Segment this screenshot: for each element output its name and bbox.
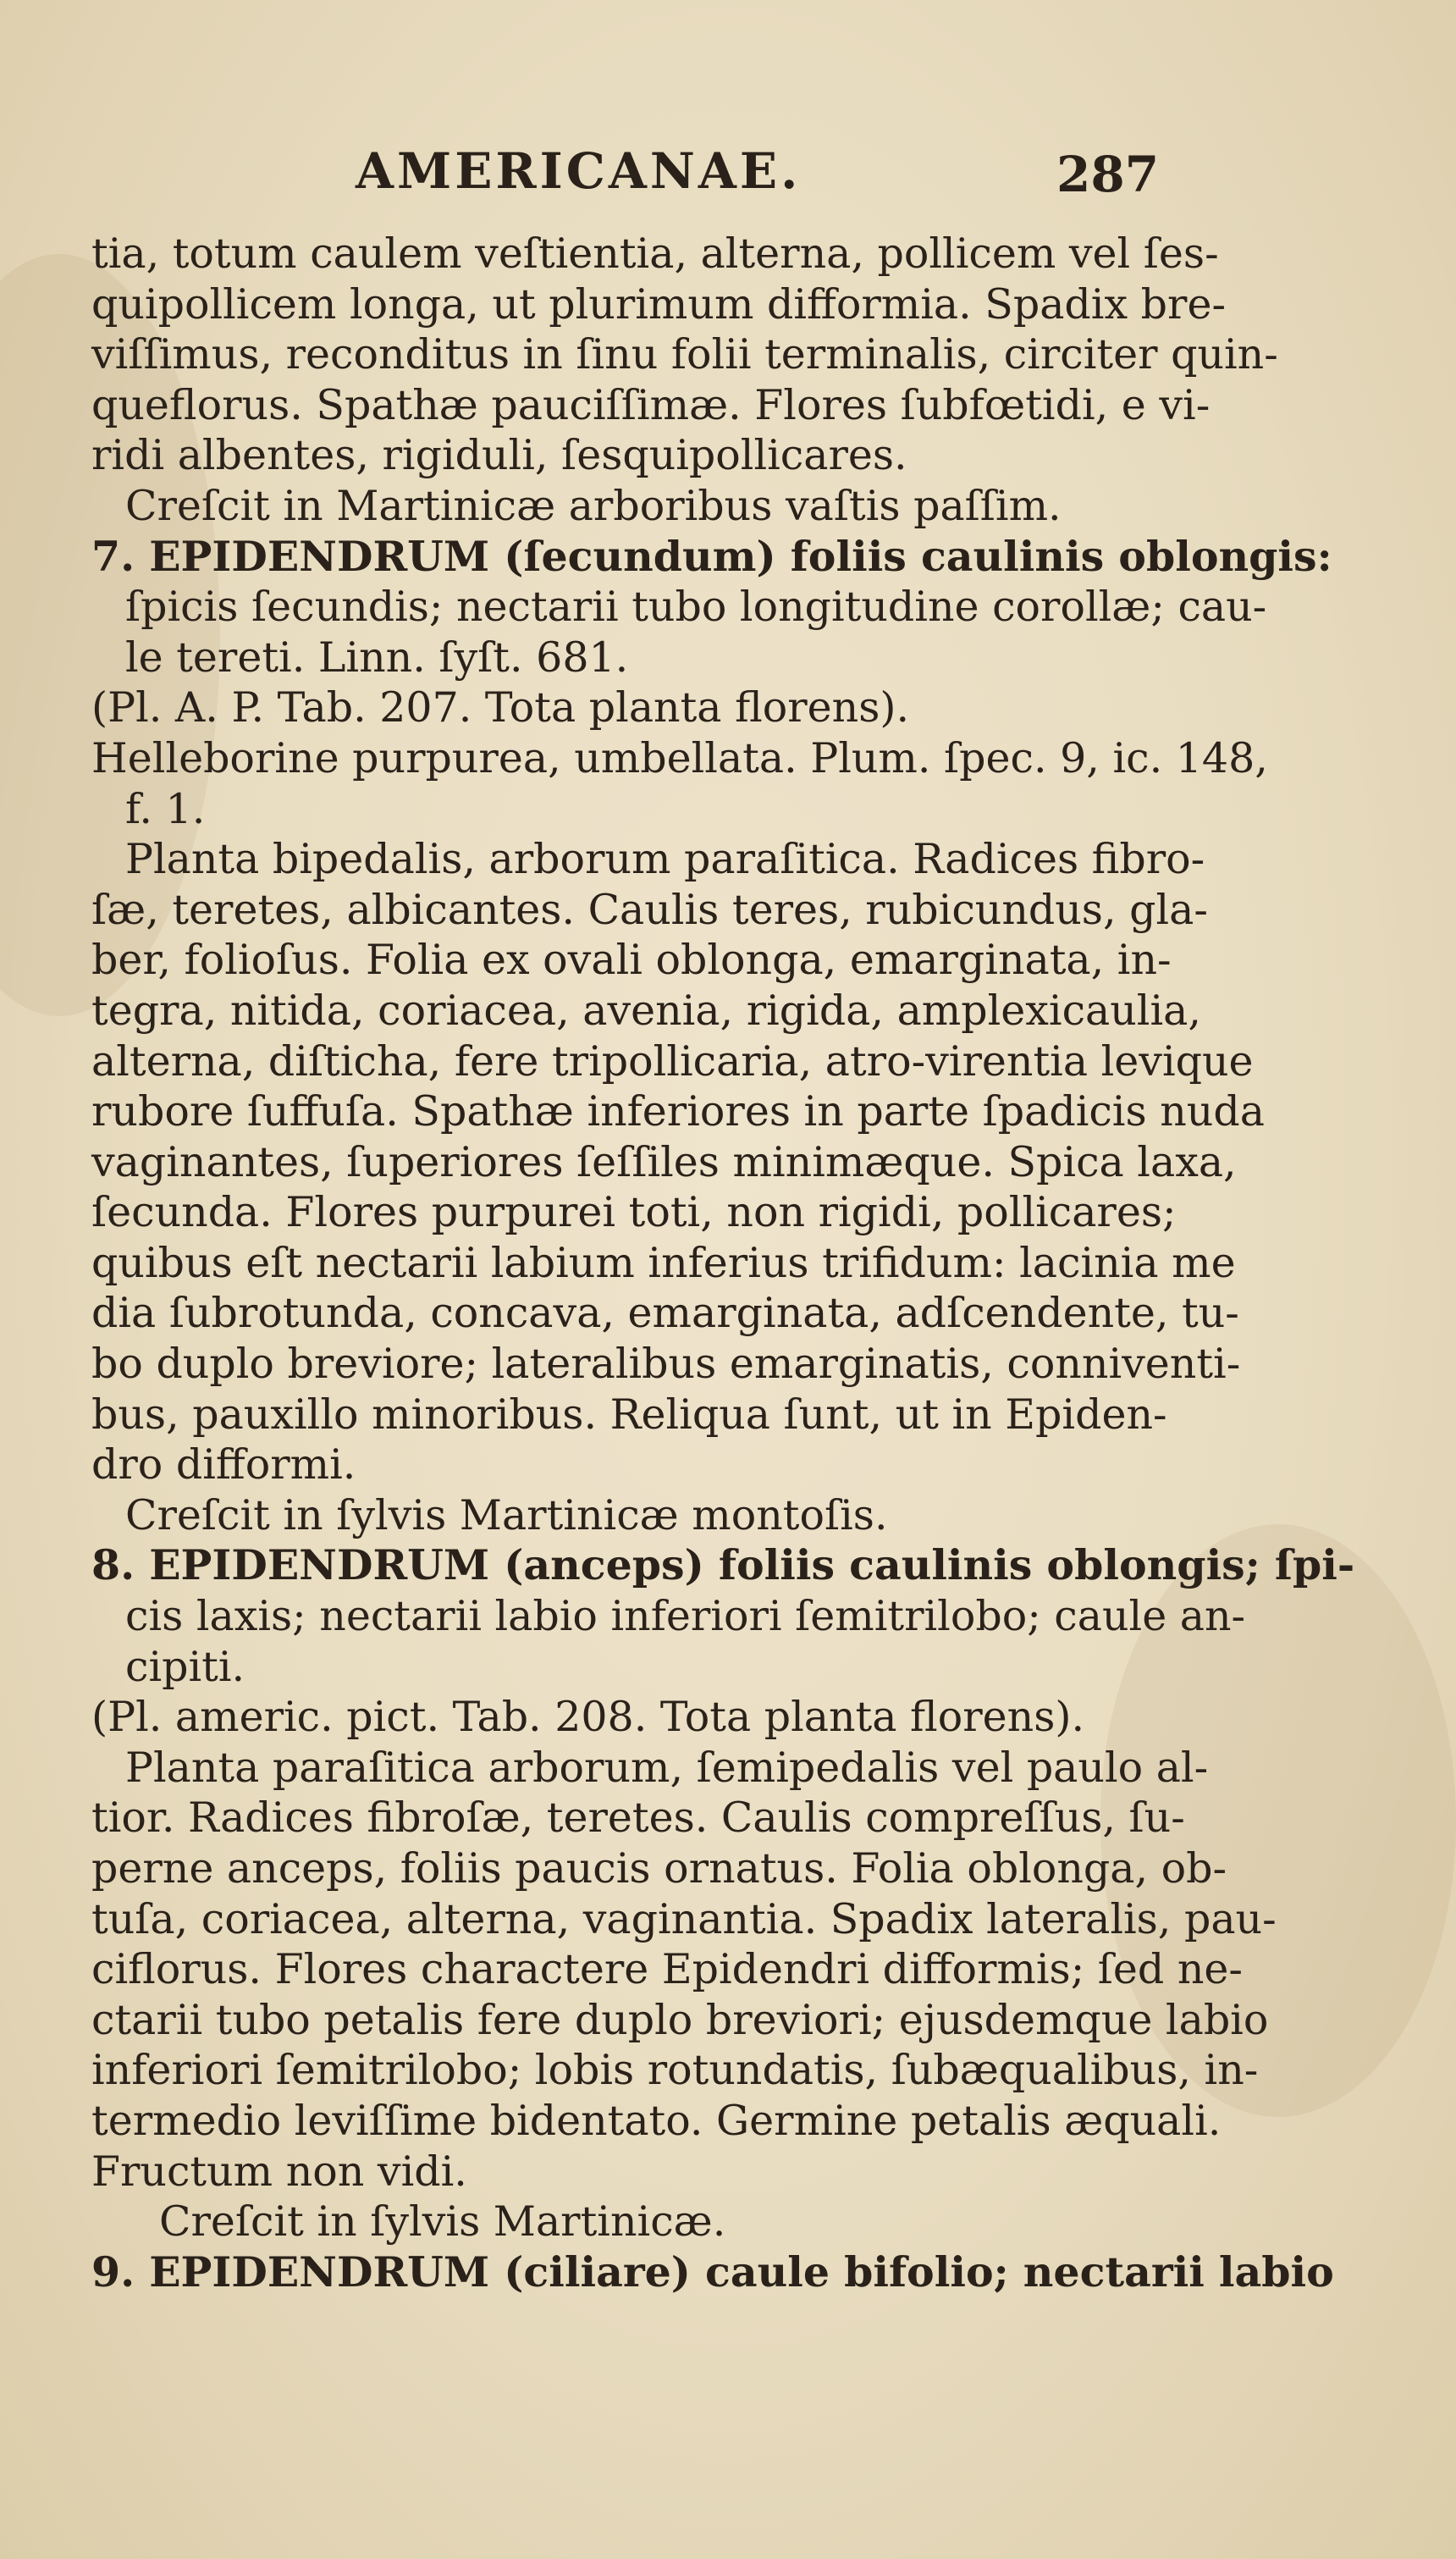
text-line: le tereti. Linn. ſyſt. 681. — [125, 633, 629, 682]
page-number: 287 — [1056, 146, 1160, 203]
text-line: (Pl. A. P. Tab. 207. Tota planta florens). — [91, 683, 910, 732]
text-line: dro difformi. — [91, 1440, 356, 1490]
text-line: f. 1. — [125, 784, 206, 833]
text-line: ridi albentes, rigiduli, ſesquipollicares. — [91, 431, 907, 480]
text-line: queflorus. Spathæ pauciſſimæ. Flores ſubfœtidi, e vi- — [91, 380, 1211, 429]
text-line: viſſimus, reconditus in ſinu folii terminalis, circiter quin- — [91, 330, 1278, 379]
text-line: termedio leviſſime bidentato. Germine petalis æquali. — [91, 2096, 1222, 2145]
text-line: Creſcit in ſylvis Martinicæ. — [159, 2197, 726, 2247]
text-line: bus, pauxillo minoribus. Reliqua ſunt, ut in Epiden- — [91, 1390, 1167, 1439]
text-line: tior. Radices fibroſæ, teretes. Caulis compreſſus, ſu- — [91, 1794, 1185, 1843]
text-line: alterna, diſticha, fere tripollicaria, atro-virentia levique — [91, 1036, 1254, 1086]
text-line: dia ſubrotunda, concava, emarginata, adſcendente, tu- — [91, 1289, 1239, 1338]
text-line: bo duplo breviore; lateralibus emarginatis, conniventi- — [91, 1340, 1241, 1389]
text-line: ciflorus. Flores charactere Epidendri difformis; ſed ne- — [91, 1945, 1243, 1994]
species-heading: 8. EPIDENDRUM (anceps) foliis caulinis oblongis; ſpi- — [91, 1540, 1355, 1590]
species-heading: 7. EPIDENDRUM (ſecundum) foliis caulinis oblongis: — [91, 531, 1332, 581]
running-head: AMERICANAE. — [356, 142, 802, 200]
text-line: tuſa, coriacea, alterna, vaginantia. Spadix lateralis, pau- — [91, 1894, 1277, 1943]
text-line: ſpicis ſecundis; nectarii tubo longitudine corollæ; cau- — [125, 583, 1267, 632]
text-line: Creſcit in Martinicæ arboribus vaſtis paſſim. — [125, 481, 1062, 530]
text-line: ber, folioſus. Folia ex ovali oblonga, emarginata, in- — [91, 936, 1172, 985]
text-line: Planta paraſitica arborum, ſemipedalis vel paulo al- — [125, 1743, 1209, 1792]
text-line: ſæ, teretes, albicantes. Caulis teres, rubicundus, gla- — [91, 885, 1208, 934]
text-line: ctarii tubo petalis fere duplo breviori; ejusdemque labio — [91, 1995, 1269, 2044]
page-header — [0, 142, 1319, 218]
text-line: quibus eſt nectarii labium inferius trifidum: lacinia me — [91, 1238, 1236, 1287]
text-line: cis laxis; nectarii labio inferiori ſemitrilobo; caule an- — [125, 1592, 1246, 1641]
text-line: vaginantes, ſuperiores ſeſſiles minimæque. Spica laxa, — [91, 1137, 1237, 1186]
text-line: Fructum non vidi. — [91, 2147, 467, 2196]
text-line: inferiori ſemitrilobo; lobis rotundatis, ſubæqualibus, in- — [91, 2046, 1259, 2095]
species-heading: 9. EPIDENDRUM (ciliare) caule bifolio; nectarii labio — [91, 2247, 1334, 2296]
text-line: (Pl. americ. pict. Tab. 208. Tota planta florens). — [91, 1693, 1085, 1742]
text-line: tia, totum caulem veſtientia, alterna, pollicem vel ſes- — [91, 229, 1219, 278]
text-line: rubore ſuffuſa. Spathæ inferiores in parte ſpadicis nuda — [91, 1087, 1265, 1136]
text-line: ſecunda. Flores purpurei toti, non rigidi, pollicares; — [91, 1188, 1177, 1237]
text-line: Creſcit in ſylvis Martinicæ montoſis. — [125, 1490, 888, 1539]
body-text — [91, 229, 1355, 2297]
text-line: tegra, nitida, coriacea, avenia, rigida, amplexicaulia, — [91, 986, 1201, 1035]
text-line: Helleborine purpurea, umbellata. Plum. ſpec. 9, ic. 148, — [91, 733, 1268, 782]
text-line: quipollicem longa, ut plurimum difformia. Spadix bre- — [91, 279, 1227, 329]
text-line: perne anceps, foliis paucis ornatus. Folia oblonga, ob- — [91, 1844, 1227, 1893]
text-line: cipiti. — [125, 1642, 245, 1691]
text-line: Planta bipedalis, arborum paraſitica. Radices fibro- — [125, 835, 1205, 884]
